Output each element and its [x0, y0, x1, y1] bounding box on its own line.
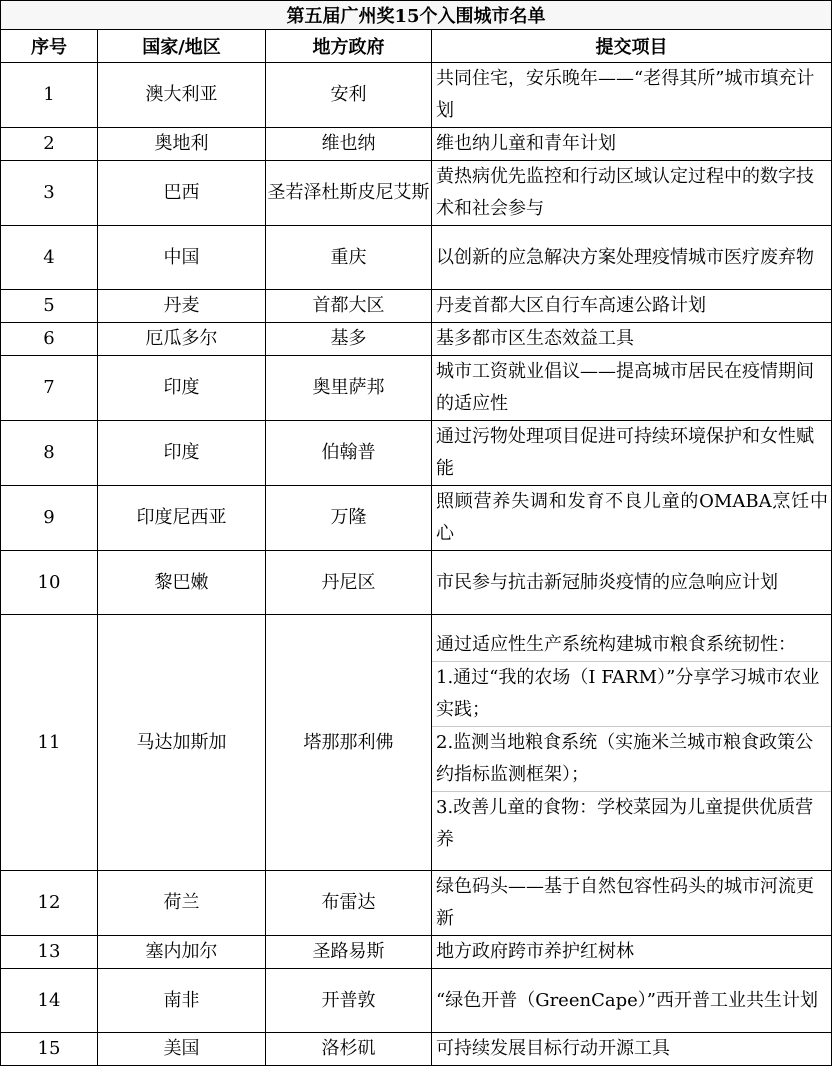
project-part: 3.改善儿童的食物：学校菜园为儿童提供优质营养: [436, 797, 814, 850]
cell-project: 以创新的应急解决方案处理疫情城市医疗废弃物: [432, 226, 832, 290]
cell-gov: 万隆: [266, 486, 432, 551]
cell-country: 巴西: [98, 161, 266, 226]
table-row: [1, 63, 832, 128]
cell-gov: 奥里萨邦: [266, 356, 432, 421]
header-row: [1, 30, 832, 63]
header-gov: 地方政府: [266, 30, 432, 63]
cell-no: 14: [1, 969, 98, 1033]
table-row: [1, 551, 832, 615]
cell-gov: 维也纳: [266, 128, 432, 161]
cell-no: 7: [1, 356, 98, 421]
cell-gov: 安利: [266, 63, 432, 128]
cell-no: 1: [1, 63, 98, 128]
cell-gov: 开普敦: [266, 969, 432, 1033]
cell-country: 南非: [98, 969, 266, 1033]
cell-country: 澳大利亚: [98, 63, 266, 128]
table-title: 第五届广州奖15个入围城市名单: [1, 1, 832, 30]
cell-gov: 布雷达: [266, 871, 432, 936]
cell-gov: 首都大区: [266, 290, 432, 323]
cell-country: 印度: [98, 356, 266, 421]
cell-no: 13: [1, 936, 98, 969]
cell-no: 8: [1, 421, 98, 486]
table-row: [1, 969, 832, 1033]
cell-country: 厄瓜多尔: [98, 323, 266, 356]
cell-project: 基多都市区生态效益工具: [432, 323, 832, 356]
header-no: 序号: [1, 30, 98, 63]
cell-gov: 伯翰普: [266, 421, 432, 486]
cell-gov: 洛杉矶: [266, 1033, 432, 1066]
table-row: [1, 1033, 832, 1066]
table-row: [1, 936, 832, 969]
cell-project: 地方政府跨市养护红树林: [432, 936, 832, 969]
cell-project: 通过污物处理项目促进可持续环境保护和女性赋能: [432, 421, 832, 486]
project-part: 1.通过“我的农场（I FARM）”分享学习城市农业实践；: [432, 662, 831, 727]
project-part: 2.监测当地粮食系统（实施米兰城市粮食政策公约指标监测框架）；: [432, 727, 831, 792]
cell-country: 奥地利: [98, 128, 266, 161]
table-row: [1, 615, 832, 871]
table-row: [1, 871, 832, 936]
cell-gov: 塔那那利佛: [266, 615, 432, 871]
cell-country: 美国: [98, 1033, 266, 1066]
table-row: [1, 128, 832, 161]
cell-project: 绿色码头——基于自然包容性码头的城市河流更新: [432, 871, 832, 936]
cell-project: 可持续发展目标行动开源工具: [432, 1033, 832, 1066]
cell-no: 9: [1, 486, 98, 551]
cell-gov: 圣路易斯: [266, 936, 432, 969]
table-row: [1, 161, 832, 226]
cell-country: 中国: [98, 226, 266, 290]
cell-country: 马达加斯加: [98, 615, 266, 871]
cell-gov: 重庆: [266, 226, 432, 290]
header-country: 国家/地区: [98, 30, 266, 63]
cell-project: 丹麦首都大区自行车高速公路计划: [432, 290, 832, 323]
cell-no: 11: [1, 615, 98, 871]
cell-country: 印度: [98, 421, 266, 486]
cell-country: 丹麦: [98, 290, 266, 323]
cell-gov: 圣若泽杜斯皮尼艾斯: [266, 161, 432, 226]
table-row: [1, 323, 832, 356]
header-project: 提交项目: [432, 30, 832, 63]
cell-country: 塞内加尔: [98, 936, 266, 969]
table-row: [1, 421, 832, 486]
cell-country: 印度尼西亚: [98, 486, 266, 551]
cell-gov: 基多: [266, 323, 432, 356]
cell-no: 6: [1, 323, 98, 356]
cell-no: 2: [1, 128, 98, 161]
cell-project: 照顾营养失调和发育不良儿童的OMABA烹饪中心: [432, 486, 832, 551]
cell-no: 12: [1, 871, 98, 936]
cell-country: 荷兰: [98, 871, 266, 936]
cell-no: 4: [1, 226, 98, 290]
cell-project: 维也纳儿童和青年计划: [432, 128, 832, 161]
table-row: [1, 486, 832, 551]
cell-gov: 丹尼区: [266, 551, 432, 615]
table-row: [1, 226, 832, 290]
table-title-row: [1, 1, 832, 30]
cell-project: 城市工资就业倡议——提高城市居民在疫情期间的适应性: [432, 356, 832, 421]
project-part: 通过适应性生产系统构建城市粮食系统韧性：: [432, 629, 831, 662]
cell-no: 5: [1, 290, 98, 323]
cell-no: 10: [1, 551, 98, 615]
cell-project: “绿色开普（GreenCape）”西开普工业共生计划: [432, 969, 832, 1033]
cell-project: 市民参与抗击新冠肺炎疫情的应急响应计划: [432, 551, 832, 615]
cell-project: 黄热病优先监控和行动区域认定过程中的数字技术和社会参与: [432, 161, 832, 226]
table-row: [1, 290, 832, 323]
cell-no: 15: [1, 1033, 98, 1066]
cell-project: 共同住宅，安乐晚年——“老得其所”城市填充计划: [432, 63, 832, 128]
cell-country: 黎巴嫩: [98, 551, 266, 615]
cell-no: 3: [1, 161, 98, 226]
table-row: [1, 356, 832, 421]
cell-project: [432, 615, 832, 871]
